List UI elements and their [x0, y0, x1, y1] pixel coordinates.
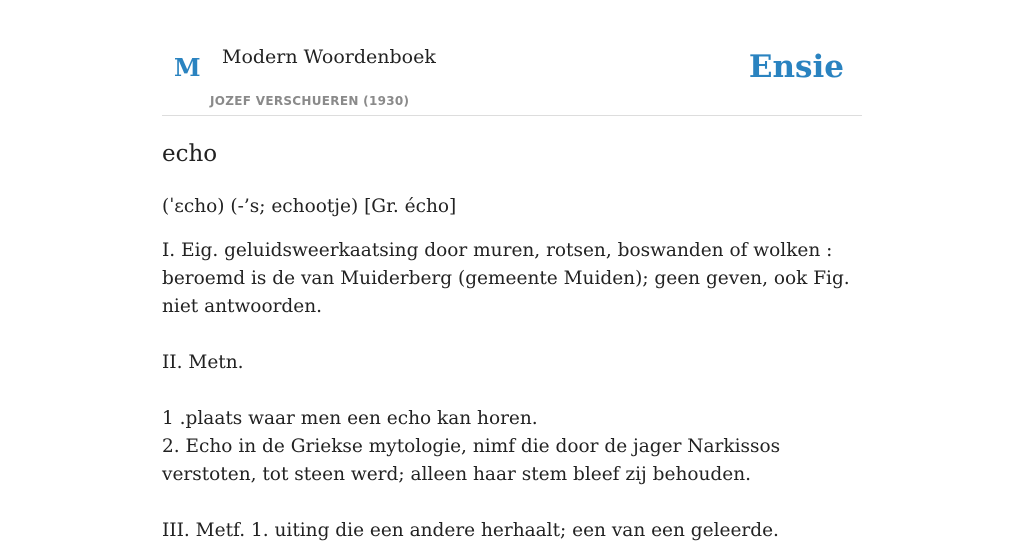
spacer	[162, 377, 862, 405]
spacer	[162, 221, 862, 237]
entry-sense-3: III. Metf. 1. uiting die een andere herhaalt; een van een geleerde.	[162, 519, 779, 541]
dictionary-logo[interactable]: M	[174, 53, 201, 82]
entry-sense-2: II. Metn.	[162, 351, 244, 373]
spacer	[162, 489, 862, 517]
book-author: JOZEF VERSCHUEREN (1930)	[210, 94, 410, 108]
entry-sense-1: I. Eig. geluidsweerkaatsing door muren, rotsen, boswanden of wolken : beroemd is de van Muiderberg (gemeente Muiden); geen geven, ook Fig. niet antwoorden.	[162, 239, 850, 317]
dictionary-entry	[162, 116, 862, 545]
book-title[interactable]: Modern Woordenboek	[222, 46, 436, 68]
entry-headword: echo	[162, 141, 218, 167]
spacer	[162, 321, 862, 349]
entry-sense-2-2: 2. Echo in de Griekse mytologie, nimf die door de jager Narkissos verstoten, tot steen werd; alleen haar stem bleef zij behouden.	[162, 435, 781, 485]
dictionary-header	[162, 0, 862, 116]
brand-logo[interactable]: Ensie	[748, 49, 844, 85]
entry-sense-2-1: 1 .plaats waar men een echo kan horen.	[162, 407, 538, 429]
entry-pronunciation: (ˈɛcho) (-’s; echootje) [Gr. écho]	[162, 195, 457, 217]
page-container	[162, 0, 862, 545]
